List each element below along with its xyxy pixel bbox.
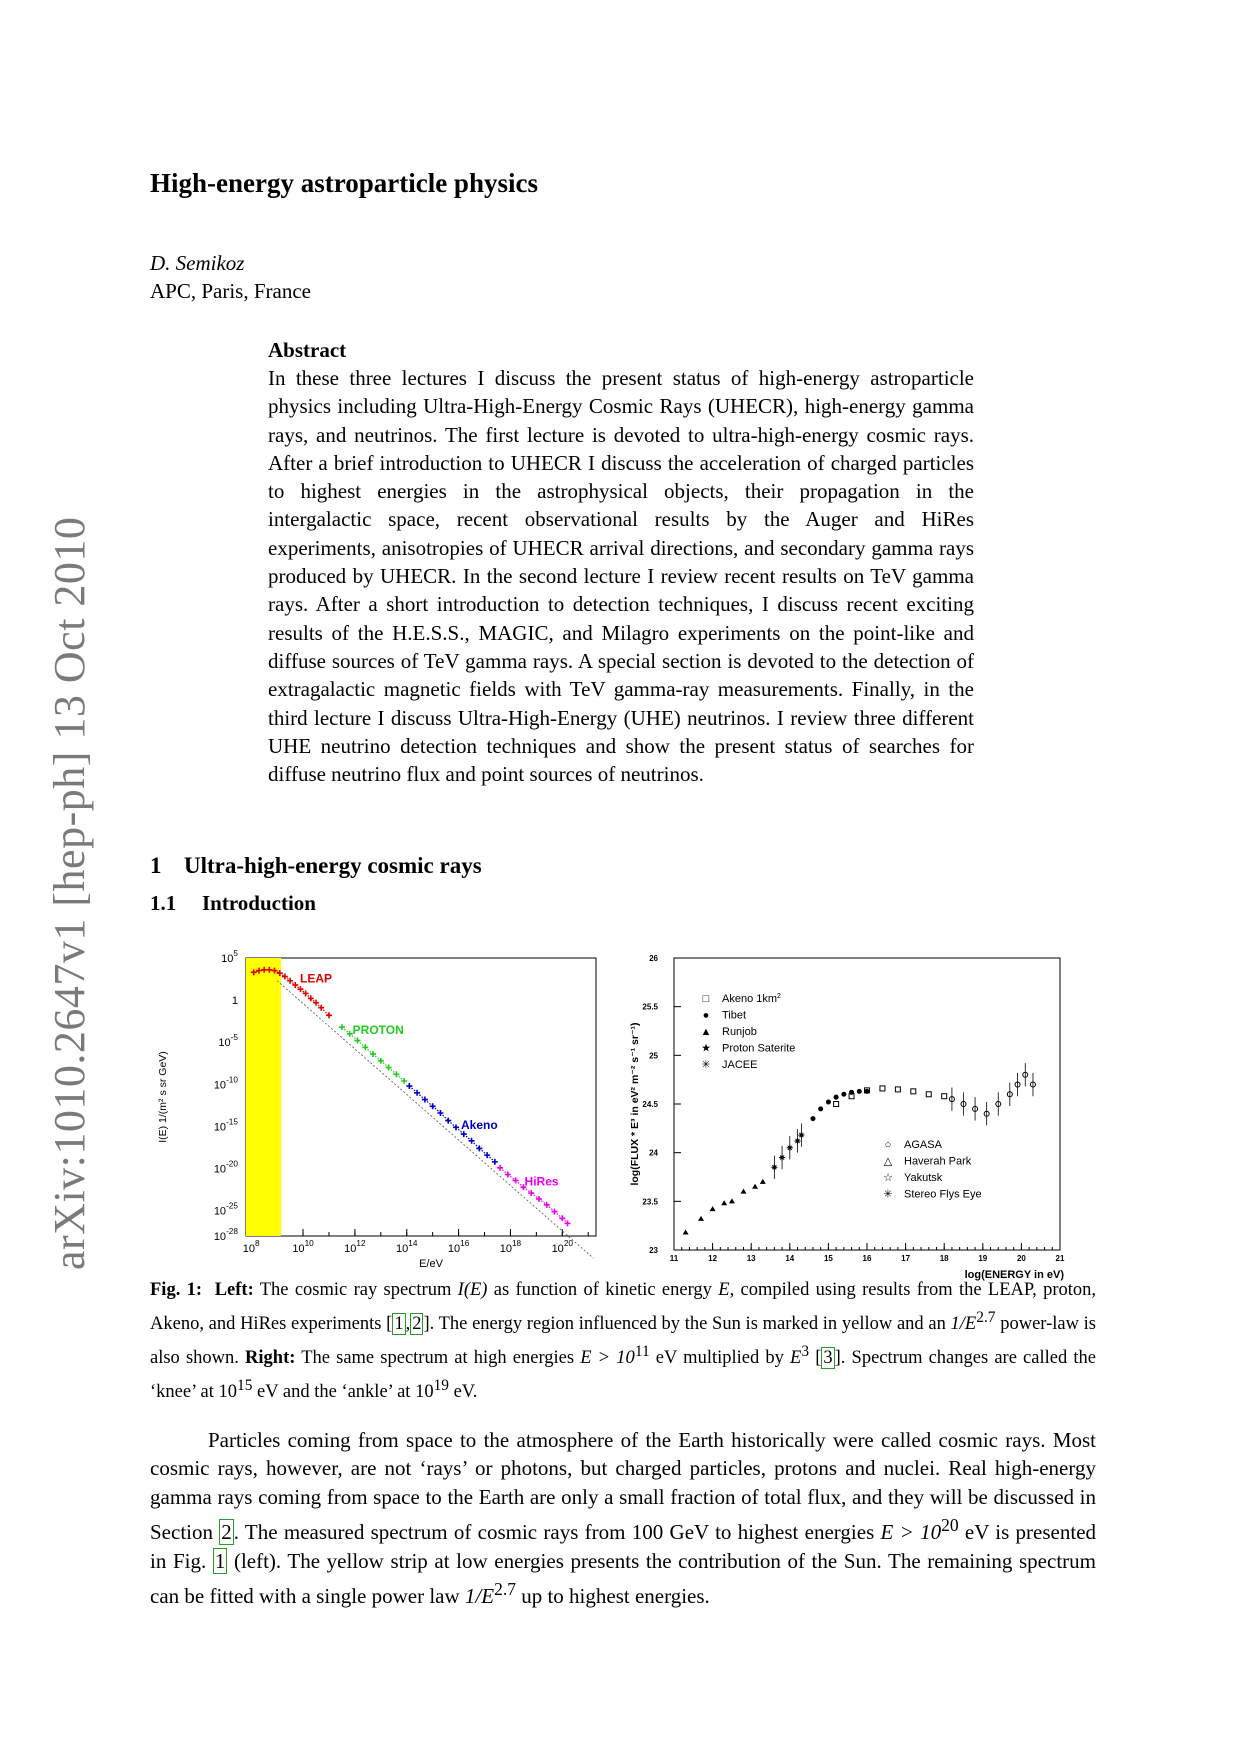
x-axis-label: E/eV xyxy=(419,1258,443,1270)
caption-text: eV and the ‘ankle’ at xyxy=(252,1382,416,1403)
data-point-akeno xyxy=(911,1089,916,1094)
data-point-runjob xyxy=(710,1206,716,1211)
caption-text: The same spectrum at high energies xyxy=(295,1348,581,1369)
x-tick-label: 17 xyxy=(901,1254,911,1263)
y-tick-label: $10^{-25}$ xyxy=(213,1201,238,1218)
caption-exponent: 15 xyxy=(236,1377,253,1395)
series-label-leap: LEAP xyxy=(299,971,333,986)
caption-right-label: Right: xyxy=(245,1348,296,1369)
series-trace-akeno xyxy=(464,1134,472,1141)
x-tick-label: 15 xyxy=(823,1254,833,1263)
data-point-leap xyxy=(326,1012,332,1018)
caption-left-label: Left: xyxy=(214,1280,254,1300)
paragraph-text: eV is presented in Fig. xyxy=(150,1520,1097,1573)
series-trace-akeno xyxy=(440,1113,448,1121)
legend-symbol: ● xyxy=(702,1009,710,1022)
data-point-tibet xyxy=(841,1092,846,1097)
data-point-akeno xyxy=(942,1094,947,1099)
legend-label: Yakutsk xyxy=(904,1172,943,1184)
series-trace-akeno xyxy=(433,1106,441,1113)
affiliation: APC, Paris, France xyxy=(150,279,311,303)
x-tick-label: 19 xyxy=(978,1254,988,1263)
paper-title: High-energy astroparticle physics xyxy=(150,168,538,198)
caption-math: 10 xyxy=(218,1382,237,1403)
right-chart-axes xyxy=(629,954,1065,1281)
series-trace-proton xyxy=(373,1054,381,1061)
citation-link[interactable]: 2 xyxy=(412,1314,422,1335)
data-point-akeno xyxy=(834,1102,839,1107)
left-chart-sun-band xyxy=(246,958,281,1236)
paragraph-exponent: 20 xyxy=(941,1515,959,1536)
series-trace-hires xyxy=(500,1168,508,1175)
citation-separator: , xyxy=(405,1314,411,1335)
left-chart-power-law xyxy=(277,981,593,1258)
data-point-tibet xyxy=(834,1095,839,1100)
series-label-proton: PROTON xyxy=(352,1022,404,1037)
legend-label: AGASA xyxy=(904,1139,942,1151)
data-point-akeno xyxy=(926,1092,931,1097)
subsection-title: Introduction xyxy=(202,891,316,915)
x-tick-label: 12 xyxy=(708,1254,718,1263)
data-point-proton xyxy=(339,1024,345,1030)
series-trace-akeno xyxy=(417,1093,425,1100)
caption-text: , compiled using results from the LEAP, proton, Akeno, and HiRes experiments xyxy=(150,1280,1097,1335)
series-trace-hires xyxy=(531,1193,539,1199)
paragraph-text: . The measured spectrum of cosmic rays from 100 GeV to highest energies xyxy=(233,1520,881,1545)
caption-math: I(E) xyxy=(457,1280,488,1300)
series-trace-proton xyxy=(389,1068,397,1075)
series-trace-hires xyxy=(539,1199,547,1205)
caption-math: E > 10 xyxy=(580,1348,635,1369)
y-tick-label: 1 xyxy=(231,995,238,1008)
x-tick-label: 13 xyxy=(746,1254,756,1263)
abstract-heading: Abstract xyxy=(268,338,347,362)
x-tick-label: $10^{20}$ xyxy=(551,1239,574,1255)
series-trace-proton xyxy=(342,1027,350,1034)
caption-text: The cosmic ray spectrum xyxy=(253,1280,458,1300)
x-tick-label: 18 xyxy=(939,1254,949,1263)
y-tick-label: 23 xyxy=(649,1246,658,1255)
y-tick-label: 26 xyxy=(649,954,658,963)
author: D. Semikoz xyxy=(150,251,245,275)
data-point-runjob xyxy=(721,1200,727,1205)
x-tick-label: 20 xyxy=(1016,1254,1026,1263)
x-tick-label: $10^{18}$ xyxy=(499,1239,522,1255)
paragraph-text: Particles coming from space to the atmosphere of the Earth historically were called cosmic rays. Most cosmic rays, however, are not ‘rays’ or photons, but charged particles, protons and nuclei. Real high-energy gamma rays coming from space to the Earth are only a small fraction of total flux, and they will be discussed in Section xyxy=(150,1428,1096,1545)
series-trace-hires xyxy=(555,1212,563,1219)
series-trace-akeno xyxy=(425,1100,433,1107)
cosmic-ray-spectrum-chart xyxy=(150,940,620,1270)
series-trace-hires xyxy=(508,1175,516,1181)
caption-text: power-law is also shown. xyxy=(150,1314,1096,1369)
right-chart-legend xyxy=(701,993,982,1201)
data-point-runjob xyxy=(683,1229,689,1234)
section-1-1-heading xyxy=(150,891,316,916)
section-title: Ultra-high-energy cosmic rays xyxy=(184,853,482,878)
x-axis-label: log(ENERGY in eV) xyxy=(964,1269,1064,1281)
x-tick-label: $10^{10}$ xyxy=(292,1239,314,1255)
body-paragraph xyxy=(150,1426,1096,1610)
high-energy-spectrum-chart xyxy=(626,950,1072,1281)
caption-exponent: 19 xyxy=(433,1377,449,1395)
caption-exponent: 11 xyxy=(634,1343,650,1361)
series-label-akeno: Akeno xyxy=(460,1118,498,1133)
caption-math: 10 xyxy=(415,1382,434,1403)
caption-math: E xyxy=(718,1280,730,1300)
subsection-number: 1.1 xyxy=(150,891,177,915)
section-1-heading xyxy=(150,853,482,879)
caption-exponent: 3 xyxy=(801,1343,810,1361)
x-tick-label: $10^{12}$ xyxy=(344,1239,366,1255)
caption-text: eV. xyxy=(448,1382,478,1403)
left-chart-points xyxy=(251,967,571,1227)
series-trace-akeno xyxy=(487,1155,495,1162)
series-trace-proton xyxy=(381,1061,389,1068)
legend-label: Stereo Flys Eye xyxy=(904,1188,982,1201)
figure-link[interactable]: 1 xyxy=(214,1548,226,1573)
caption-label: Fig. 1: xyxy=(150,1280,203,1300)
y-tick-label: $10^{-28}$ xyxy=(213,1227,238,1243)
caption-math: 1/E xyxy=(950,1314,977,1335)
paragraph-math: E > 10 xyxy=(880,1520,942,1545)
legend-label: JACEE xyxy=(722,1059,758,1071)
data-point-tibet xyxy=(818,1106,823,1111)
x-tick-label: $10^{14}$ xyxy=(396,1239,418,1255)
series-trace-akeno xyxy=(409,1086,417,1093)
right-chart-points xyxy=(683,1063,1036,1234)
data-point-tibet xyxy=(810,1116,815,1121)
data-point-runjob xyxy=(752,1184,758,1189)
caption-text: . The energy region influenced by the Sun is marked in yellow and an xyxy=(429,1314,951,1335)
data-point-tibet xyxy=(826,1100,831,1105)
data-point-runjob xyxy=(729,1198,735,1203)
data-point-akeno xyxy=(406,1083,412,1089)
paragraph-exponent: 2.7 xyxy=(494,1579,516,1600)
series-trace-akeno xyxy=(479,1148,487,1155)
x-tick-label: 16 xyxy=(862,1254,872,1263)
legend-label: Haverah Park xyxy=(904,1155,972,1168)
data-point-runjob xyxy=(760,1179,766,1184)
data-point-tibet xyxy=(857,1089,862,1094)
data-point-akeno xyxy=(880,1086,885,1091)
figure-caption: Fig. 1: Left: The cosmic ray spectrum I(E) as function of kinetic energy E, compiled using results from the LEAP, proton, Akeno, and HiRes experiments [ 1 , 2 ]. The energy region influenced by the Sun is marked in yellow and an $1/E^{2.7}$ power-law is also shown. Right: The same spectrum at high energies $E > 10^{11}$ eV multiplied by $E^3$ [ 3 ]. Spectrum changes are called the ‘knee’ at $10^{15}$ eV and the ‘ankle’ at $10^{19}$ eV. xyxy=(150,1280,1097,1403)
paragraph-text: (left). The yellow strip at low energies presents the contribution of the Sun. The remaining spectrum can be fitted with a single power law xyxy=(150,1548,1096,1609)
caption-exponent: 2.7 xyxy=(976,1309,996,1326)
legend-symbol: ▲ xyxy=(700,1026,712,1038)
legend-label: Tibet xyxy=(722,1009,747,1022)
citation-link[interactable]: 3 xyxy=(823,1348,833,1369)
series-label-hires: HiRes xyxy=(524,1174,559,1189)
caption-text: . Spectrum changes are called the ‘knee’ at xyxy=(150,1348,1096,1403)
series-trace-proton xyxy=(396,1074,404,1081)
legend-symbol: △ xyxy=(883,1155,893,1168)
legend-symbol: ★ xyxy=(701,1042,711,1055)
paragraph-text: up to highest energies. xyxy=(515,1584,710,1609)
y-tick-label: 24.5 xyxy=(642,1100,658,1109)
x-tick-label: 14 xyxy=(785,1254,795,1263)
legend-symbol: ✳ xyxy=(701,1059,711,1071)
series-trace-proton xyxy=(365,1047,373,1054)
y-tick-label: $10^{-5}$ xyxy=(218,1033,238,1050)
y-tick-label: $10^{-20}$ xyxy=(213,1159,238,1176)
section-link[interactable]: 2 xyxy=(221,1520,232,1545)
data-point-runjob xyxy=(740,1189,746,1194)
section-number: 1 xyxy=(150,853,162,878)
x-tick-label: 21 xyxy=(1055,1254,1065,1263)
y-tick-label: $10^{-15}$ xyxy=(213,1117,238,1134)
citation-link[interactable]: 1 xyxy=(394,1314,404,1335)
y-axis-label: I(E) 1/(m² s sr GeV) xyxy=(157,1051,169,1143)
legend-label: Akeno $1km^2$ xyxy=(722,993,781,1005)
series-trace-akeno xyxy=(472,1141,480,1149)
paragraph-math: 1/E xyxy=(464,1584,495,1609)
y-tick-label: 25 xyxy=(649,1051,658,1061)
abstract-text: In these three lectures I discuss the present status of high-energy astroparticle physics including Ultra-High-Energy Cosmic Rays (UHECR), high-energy gamma rays, and neutrinos. The first lecture is devoted to ultra-high-energy cosmic rays. After a brief introduction to UHECR I discuss the acceleration of charged particles to highest energies in the astrophysical objects, their propagation in the intergalactic space, recent observational results by the Auger and HiRes experiments, anisotropies of UHECR arrival directions, and secondary gamma rays produced by UHECR. In the second lecture I review recent results on TeV gamma rays. After a short introduction to detection techniques, I discuss recent exciting results of the H.E.S.S., MAGIC, and Milagro experiments on the point-like and diffuse sources of TeV gamma rays. A special section is devoted to the detection of extragalactic magnetic fields with TeV gamma-ray measurements. Finally, in the third lecture I discuss Ultra-High-Energy (UHE) neutrinos. I review three different UHE neutrino detection techniques and show the present status of searches for diffuse neutrino flux and point sources of neutrinos. xyxy=(268,366,974,787)
series-trace-hires xyxy=(547,1205,555,1212)
arxiv-stamp: arXiv:1010.2647v1 [hep-ph] 13 Oct 2010 xyxy=(45,516,94,1270)
sun-band xyxy=(246,958,281,1236)
y-tick-label: 24 xyxy=(649,1148,658,1158)
x-tick-label: $10^8$ xyxy=(242,1239,260,1255)
y-tick-label: 25.5 xyxy=(642,1002,658,1012)
power-law-line xyxy=(277,981,593,1258)
caption-text: as function of kinetic energy xyxy=(487,1280,719,1300)
left-chart-axes xyxy=(157,949,596,1270)
data-point-akeno xyxy=(895,1087,900,1092)
series-trace-hires xyxy=(516,1180,524,1187)
y-axis-label: log(FLUX * E³ in eV² m⁻² s⁻¹ sr⁻¹) xyxy=(629,1022,641,1186)
y-tick-label: 23.5 xyxy=(642,1197,658,1207)
y-tick-label: $10^5$ xyxy=(221,949,238,965)
series-trace-proton xyxy=(357,1041,365,1048)
y-tick-label: $10^{-10}$ xyxy=(213,1075,238,1092)
left-chart-labels xyxy=(300,971,559,1188)
caption-math: E xyxy=(790,1348,802,1369)
data-point-runjob xyxy=(698,1216,704,1221)
x-tick-label: $10^{16}$ xyxy=(447,1239,470,1255)
legend-label: Runjob xyxy=(722,1026,757,1038)
series-trace-akeno xyxy=(448,1121,456,1128)
legend-symbol: ○ xyxy=(884,1139,892,1151)
series-trace-leap xyxy=(321,1008,329,1016)
x-tick-label: 11 xyxy=(669,1254,679,1263)
legend-label: Proton Saterite xyxy=(722,1042,796,1055)
legend-symbol: ☆ xyxy=(883,1172,893,1184)
legend-symbol: ✳ xyxy=(883,1188,893,1201)
legend-symbol: □ xyxy=(702,993,710,1005)
caption-text: eV multiplied by xyxy=(649,1348,791,1369)
